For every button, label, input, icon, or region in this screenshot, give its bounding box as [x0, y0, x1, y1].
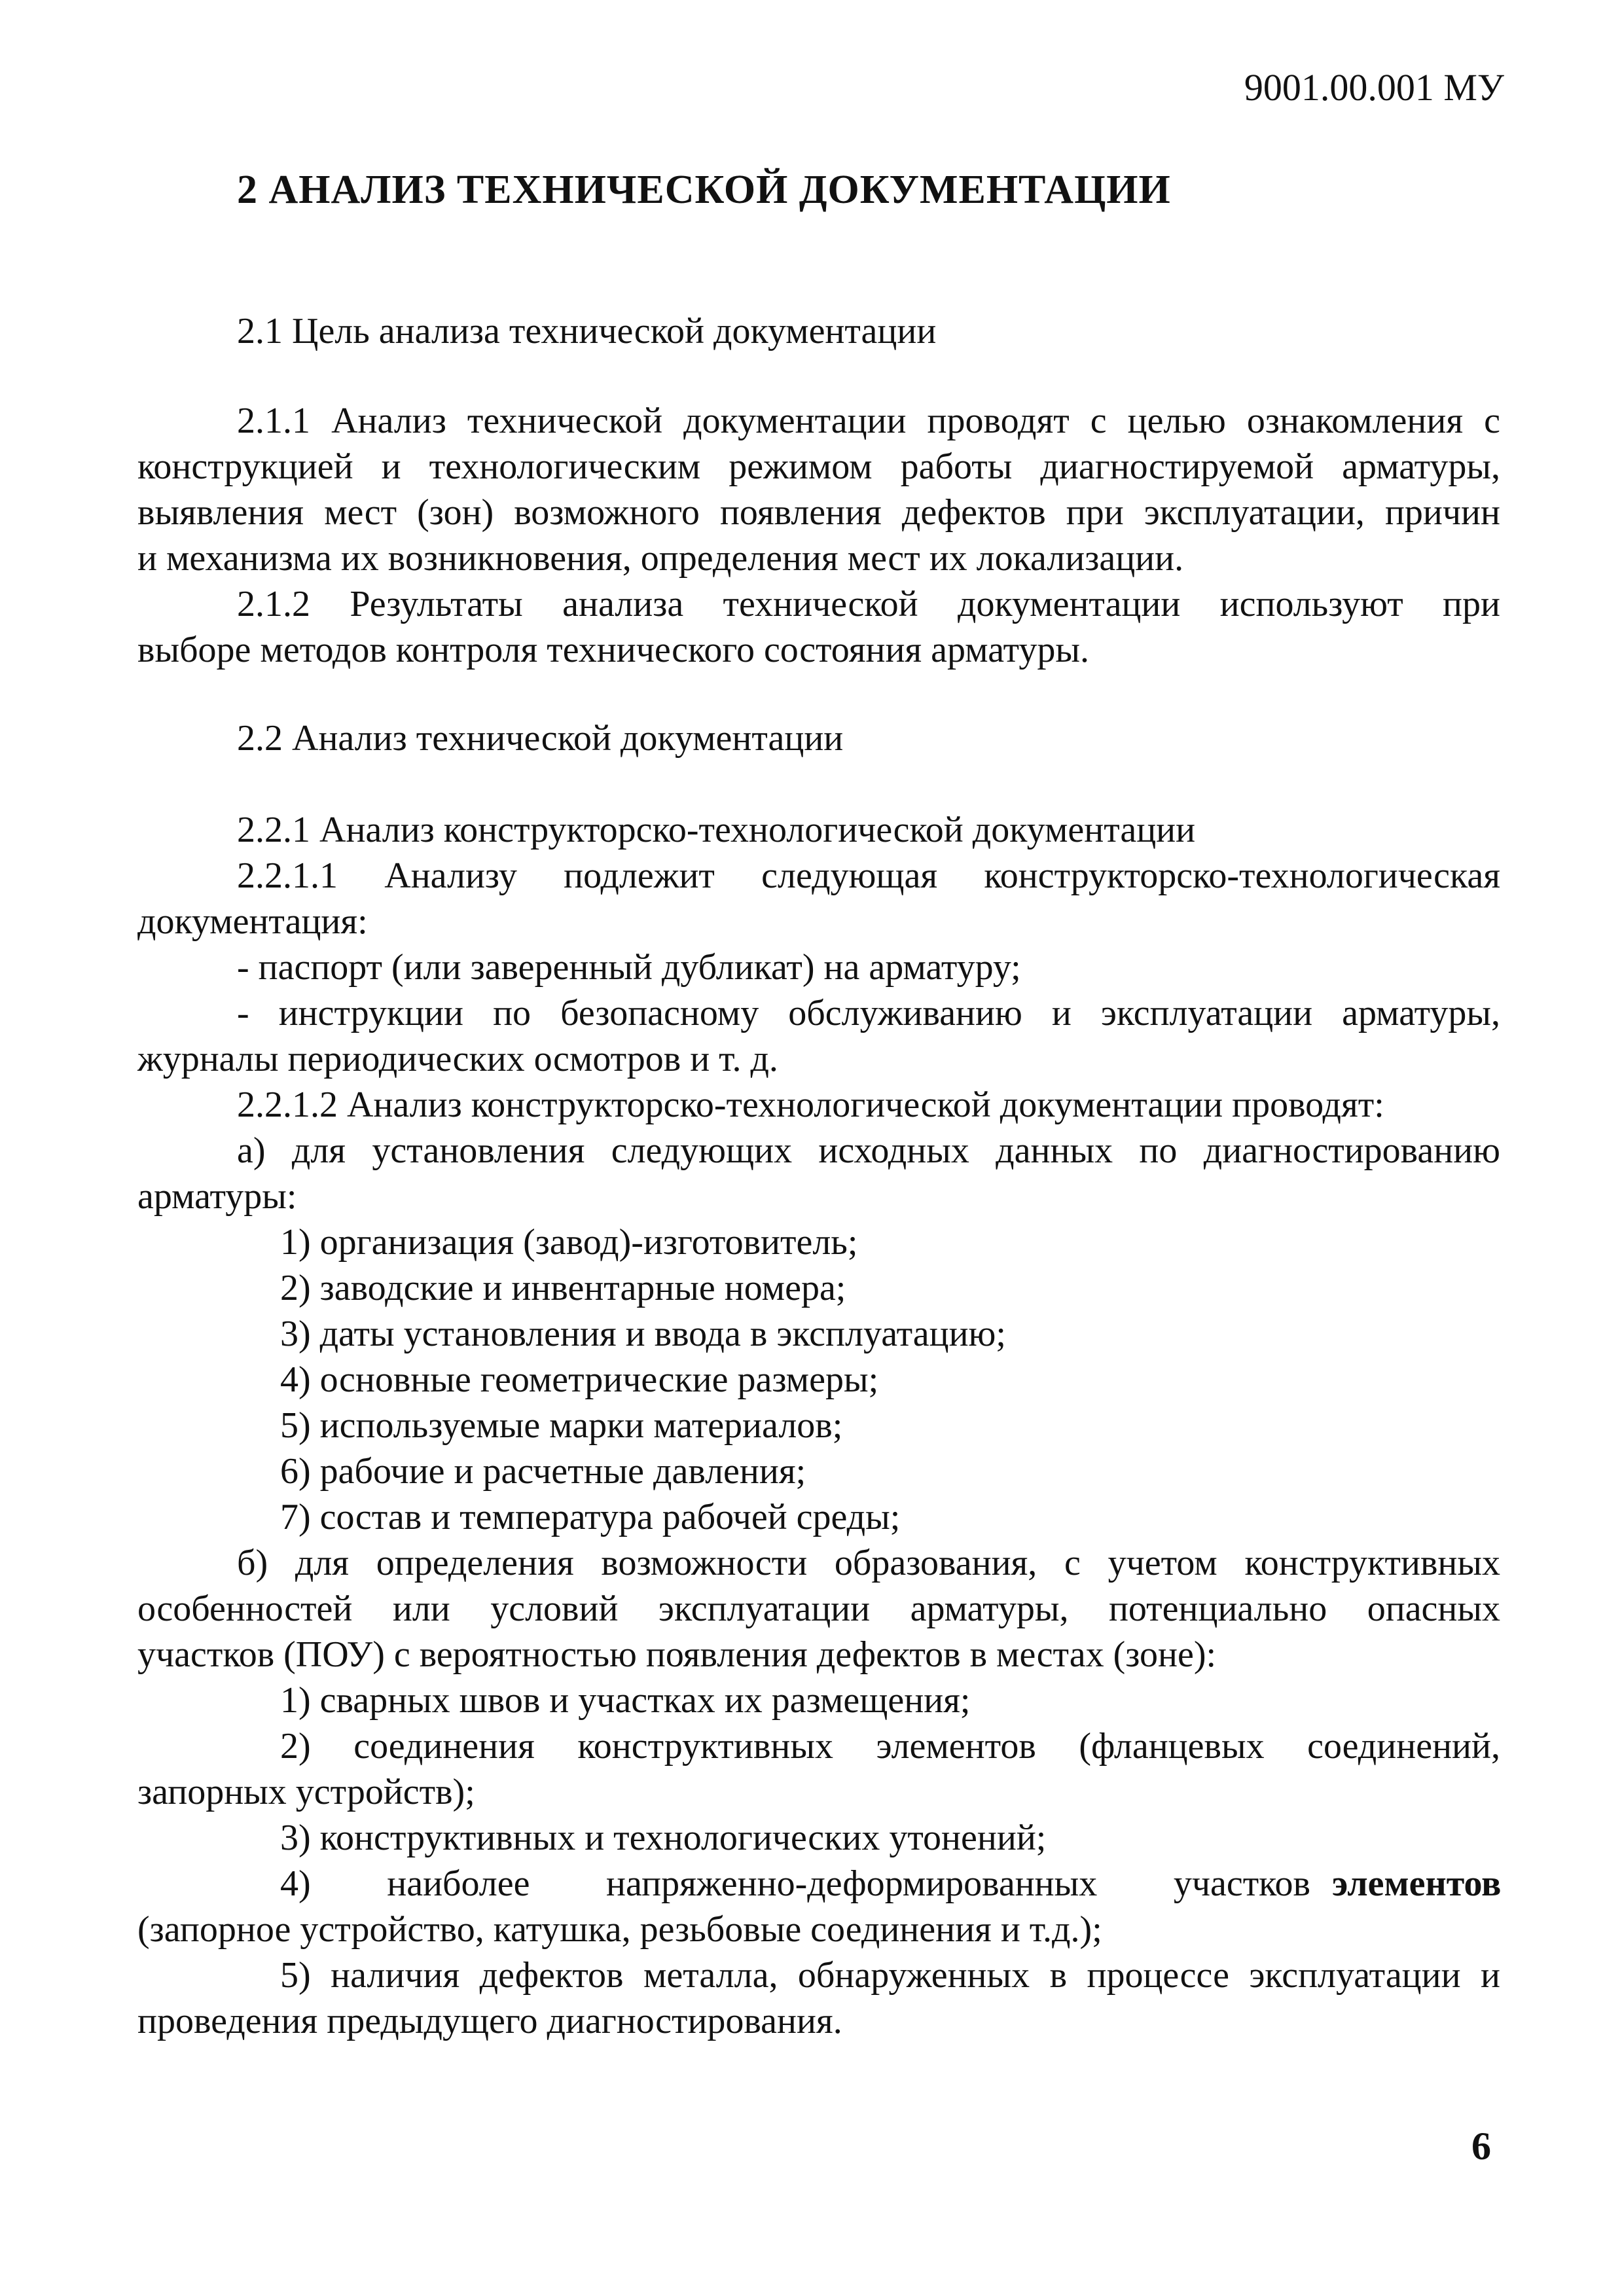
item-b-line: участков (ПОУ) с вероятностью появления дефектов в местах (зоне): — [137, 1634, 1217, 1675]
para-2-2-1-1-line: 2.2.1.1 Анализу подлежит следующая конструкторско-технологическая — [237, 855, 1500, 896]
para-2-1-2-line: выборе методов контроля технического состояния арматуры. — [137, 630, 1090, 670]
item-b-line: б) для определения возможности образования, с учетом конструктивных — [237, 1543, 1500, 1583]
list-item: проведения предыдущего диагностирования. — [137, 2001, 842, 2041]
document-code: 9001.00.001 МУ — [1244, 66, 1504, 109]
para-2-2-1-1-line: документация: — [137, 901, 368, 942]
list-item: - паспорт (или заверенный дубликат) на арматуру; — [237, 947, 1021, 988]
subsection-2-2-1: 2.2.1 Анализ конструкторско-технологической документации — [237, 810, 1196, 850]
list-item: 1) организация (завод)-изготовитель; — [280, 1222, 858, 1263]
list-item: - инструкции по безопасному обслуживанию и эксплуатации арматуры, — [237, 993, 1500, 1033]
para-2-2-1-2: 2.2.1.2 Анализ конструкторско-технологической документации проводят: — [237, 1085, 1384, 1125]
subsection-2-2: 2.2 Анализ технической документации — [237, 718, 844, 759]
item-a-line: арматуры: — [137, 1176, 297, 1217]
para-2-1-1-line: и механизма их возникновения, определения мест их локализации. — [137, 538, 1184, 579]
list-item: 7) состав и температура рабочей среды; — [280, 1497, 901, 1537]
item-b-line: особенностей или условий эксплуатации арматуры, потенциально опасных — [137, 1588, 1500, 1629]
list-item: журналы периодических осмотров и т. д. — [137, 1039, 778, 1079]
para-2-1-1-line: конструкцией и технологическим режимом работы диагностируемой арматуры, — [137, 446, 1500, 487]
section-title: 2 АНАЛИЗ ТЕХНИЧЕСКОЙ ДОКУМЕНТАЦИИ — [237, 168, 1171, 212]
list-item: 6) рабочие и расчетные давления; — [280, 1451, 806, 1492]
list-item: 1) сварных швов и участках их размещения; — [280, 1680, 971, 1721]
list-item: 4) наиболее напряженно-деформированных участков — [280, 1863, 1310, 1904]
list-item: 3) даты установления и ввода в эксплуатацию; — [280, 1314, 1006, 1354]
para-2-1-2-line: 2.1.2 Результаты анализа технической документации используют при — [237, 584, 1500, 624]
page-number: 6 — [1471, 2125, 1491, 2168]
list-item: 5) наличия дефектов металла, обнаруженных в процессе эксплуатации и — [280, 1955, 1500, 1996]
list-item: 3) конструктивных и технологических утонений; — [280, 1818, 1047, 1858]
list-item: 5) используемые марки материалов; — [280, 1405, 843, 1446]
list-item: (запорное устройство, катушка, резьбовые соединения и т.д.); — [137, 1909, 1102, 1950]
list-item: 2) соединения конструктивных элементов (фланцевых соединений, — [280, 1726, 1500, 1767]
para-2-1-1-line: 2.1.1 Анализ технической документации проводят с целью ознакомления с — [237, 401, 1500, 441]
bold-word: элементов — [1332, 1863, 1502, 1904]
list-item: 2) заводские и инвентарные номера; — [280, 1268, 846, 1308]
para-2-1-1-line: выявления мест (зон) возможного появления дефектов при эксплуатации, причин — [137, 492, 1500, 533]
subsection-2-1: 2.1 Цель анализа технической документации — [237, 311, 937, 351]
list-item: 4) основные геометрические размеры; — [280, 1359, 879, 1400]
item-a-line: а) для установления следующих исходных данных по диагностированию — [237, 1130, 1500, 1171]
list-item: запорных устройств); — [137, 1772, 475, 1812]
